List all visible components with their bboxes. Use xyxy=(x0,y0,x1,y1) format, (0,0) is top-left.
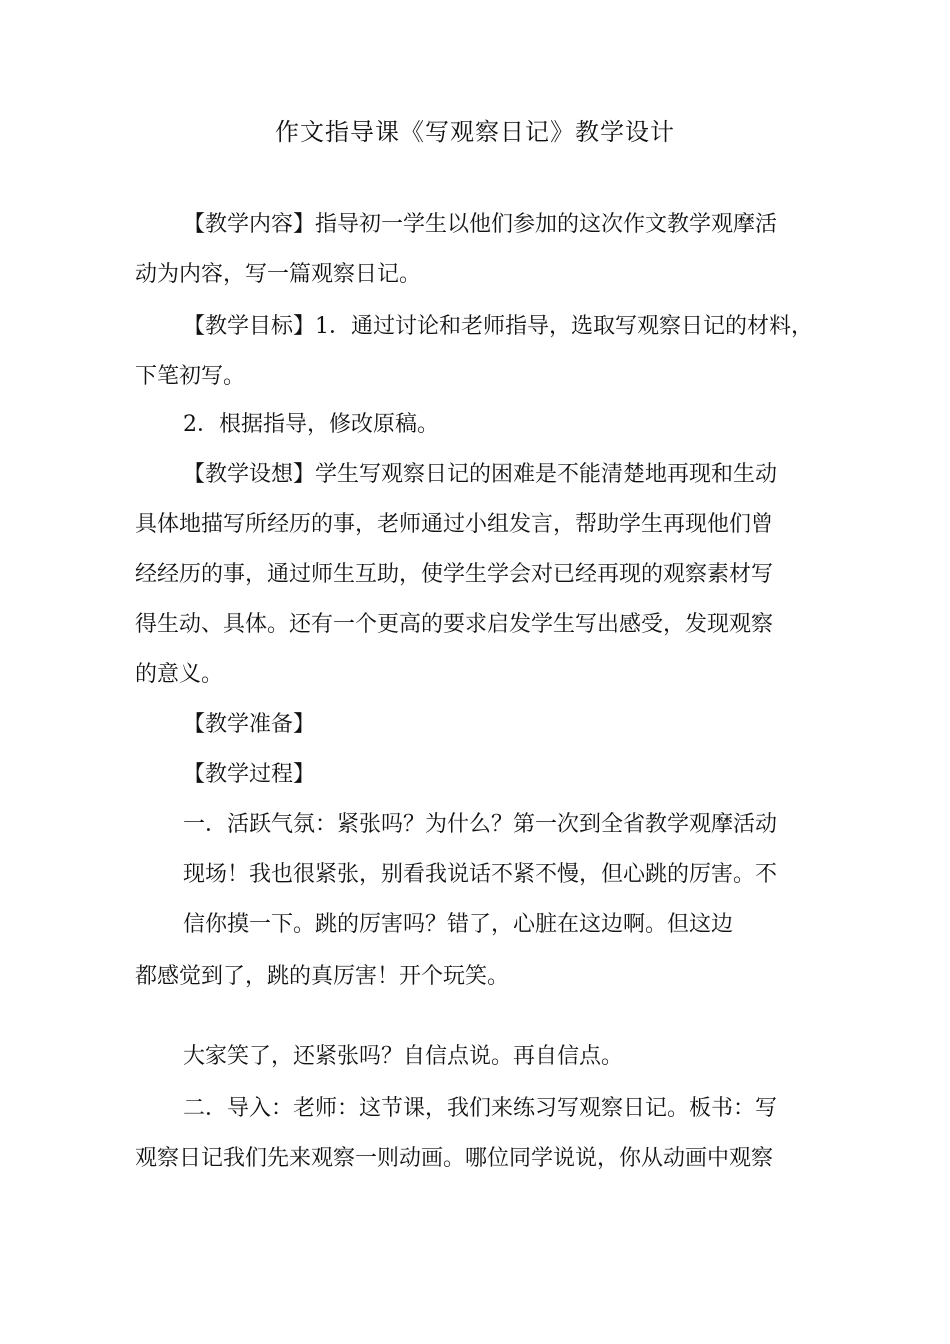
paragraph-line: 【教学内容】指导初一学生以他们参加的这次作文教学观摩活 xyxy=(183,212,778,237)
section-heading: 【教学过程】 xyxy=(183,762,316,787)
paragraph-line: 得生动、具体。还有一个更高的要求启发学生写出感受，发现观察 xyxy=(135,612,774,637)
paragraph-line: 二．导入：老师：这节课，我们来练习写观察日记。板书：写 xyxy=(183,1096,778,1121)
paragraph-line: 的意义。 xyxy=(135,662,224,687)
paragraph-line: 动为内容，写一篇观察日记。 xyxy=(135,262,422,287)
paragraph-line: 2．根据指导，修改原稿。 xyxy=(183,412,439,437)
paragraph-line: 下笔初写。 xyxy=(135,364,246,389)
paragraph-line: 【教学设想】学生写观察日记的困难是不能清楚地再现和生动 xyxy=(183,462,778,487)
paragraph-line: 一．活跃气氛：紧张吗？为什么？第一次到全省教学观摩活动 xyxy=(183,812,778,837)
paragraph-line: 都感觉到了，跳的真厉害！开个玩笑。 xyxy=(135,964,510,989)
document-title: 作文指导课《写观察日记》教学设计 xyxy=(275,118,675,146)
paragraph-line: 【教学目标】1．通过讨论和老师指导，选取写观察日记的材料， xyxy=(183,314,813,339)
paragraph-line: 现场！我也很紧张，别看我说话不紧不慢，但心跳的厉害。不 xyxy=(183,862,778,887)
section-heading: 【教学准备】 xyxy=(183,712,316,737)
paragraph-line: 信你摸一下。跳的厉害吗？错了，心脏在这边啊。但这边 xyxy=(183,912,734,937)
paragraph-line: 具体地描写所经历的事，老师通过小组发言，帮助学生再现他们曾 xyxy=(135,512,774,537)
paragraph-line: 经经历的事，通过师生互助，使学生学会对已经再现的观察素材写 xyxy=(135,562,774,587)
paragraph-line: 观察日记我们先来观察一则动画。哪位同学说说，你从动画中观察 xyxy=(135,1146,774,1171)
paragraph-line: 大家笑了，还紧张吗？自信点说。再自信点。 xyxy=(183,1044,624,1069)
